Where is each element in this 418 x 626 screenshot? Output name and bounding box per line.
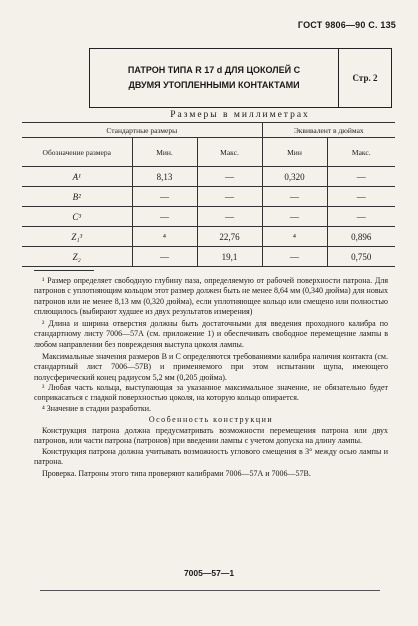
- cell-max: —: [197, 167, 262, 187]
- cell-min: —: [132, 207, 197, 227]
- cell-max: 22,76: [197, 227, 262, 247]
- title-line-2: ДВУМЯ УТОПЛЕННЫМИ КОНТАКТАМИ: [128, 80, 300, 90]
- cell-max: —: [197, 187, 262, 207]
- document-title: [90, 49, 338, 107]
- table-row: [22, 227, 395, 247]
- cell-imax: 0,896: [327, 227, 395, 247]
- notes-block: [34, 276, 388, 480]
- table-column-header: [22, 138, 395, 167]
- page-header: ГОСТ 9806—90 С. 135: [297, 20, 396, 30]
- col-max-inch: Макс.: [327, 138, 395, 167]
- cell-min: ⁴: [132, 227, 197, 247]
- section-heading: Особенность конструкции: [148, 414, 274, 424]
- group-equivalent: Эквивалент в дюймах: [262, 123, 395, 138]
- footnote-2: ² Длина и ширина отверстия должны быть достаточными для введения проходного калибра по стандартному листу 7006—57А (см. приложение 1) и обеспечивать свободное перемещение лампы в любом направлении без повреждения выступа цоколя лампы.: [34, 319, 388, 349]
- cell-imax: —: [327, 207, 395, 227]
- cell-sym: Z₁³: [22, 227, 132, 247]
- group-standard: Стандартные размеры: [22, 123, 262, 138]
- units-caption: Размеры в миллиметрах: [170, 110, 310, 120]
- title-box: [89, 48, 392, 108]
- table-row: [22, 207, 395, 227]
- paragraph-design-1: Конструкция патрона должна предусматривать возможности перемещения патрона или двух патронов, или части патрона (патронов) при введении лампы с учетом допуска на длину лампы.: [34, 426, 388, 446]
- cell-imin: —: [262, 187, 327, 207]
- cell-min: —: [132, 187, 197, 207]
- cell-imax: —: [327, 167, 395, 187]
- table-group-header: [22, 123, 395, 138]
- col-min: Мин.: [132, 138, 197, 167]
- cell-imax: 0,750: [327, 247, 395, 267]
- sheet-page-label: Стр. 2: [338, 49, 391, 107]
- title-line-1: ПАТРОН ТИПА R 17 d ДЛЯ ЦОКОЛЕЙ С: [127, 65, 301, 75]
- cell-max: 19,1: [197, 247, 262, 267]
- cell-imin: 0,320: [262, 167, 327, 187]
- cell-imin: —: [262, 247, 327, 267]
- cell-sym: Z₂: [22, 247, 132, 267]
- cell-sym: B²: [22, 187, 132, 207]
- table-row: [22, 247, 395, 267]
- table-row: [22, 167, 395, 187]
- table-row: [22, 187, 395, 207]
- cell-sym: A¹: [22, 167, 132, 187]
- cell-imin: —: [262, 207, 327, 227]
- note-b-c: Максимальные значения размеров B и C определяются требованиями калибра наличия контакта (см. стандартный лист 7006—57В) и применяемого при этом испытании щупа, имеющего полусферический конец радиусом 5,2 мм (0,205 дюйма).: [34, 352, 388, 382]
- paragraph-check: Проверка. Патроны этого типа проверяют калибрами 7006—57А и 7006—57В.: [42, 469, 311, 479]
- col-max: Макс.: [197, 138, 262, 167]
- paragraph-design-2: Конструкция патрона должна учитывать возможность углового смещения в 3° между осью лампы и патрона.: [34, 446, 388, 467]
- dimensions-table: [22, 122, 395, 267]
- page-footer: 7005—57—1: [183, 568, 235, 578]
- cell-imax: —: [327, 187, 395, 207]
- footnote-3: ³ Любая часть кольца, выступающая за указанное максимальное значение, не обязательно будет соприкасаться с гладкой поверхностью цоколя, на которую кольцо опирается.: [34, 382, 388, 403]
- footer-rule: [40, 590, 380, 591]
- cell-min: 8,13: [132, 167, 197, 187]
- cell-imin: ⁴: [262, 227, 327, 247]
- cell-min: —: [132, 247, 197, 267]
- col-min-inch: Мин: [262, 138, 327, 167]
- footnote-1: ¹ Размер определяет свободную глубину паза, определяемую от рабочей поверхности патрона. Для патронов с уплотняющим кольцом этот размер должен быть не менее 8,64 мм (0,340 дюйма) для новых патронов или не менее 8,13 мм (0,320 дюйма), если уплотняющее кольцо или смещено или полностью сплющилось (выбирают худшее из двух результатов измерения): [34, 276, 388, 316]
- footnote-4: ⁴ Значение в стадии разработки.: [42, 403, 151, 413]
- footnote-rule: [34, 270, 94, 271]
- cell-max: —: [197, 207, 262, 227]
- cell-sym: C³: [22, 207, 132, 227]
- col-name: Обозначение размера: [22, 138, 132, 167]
